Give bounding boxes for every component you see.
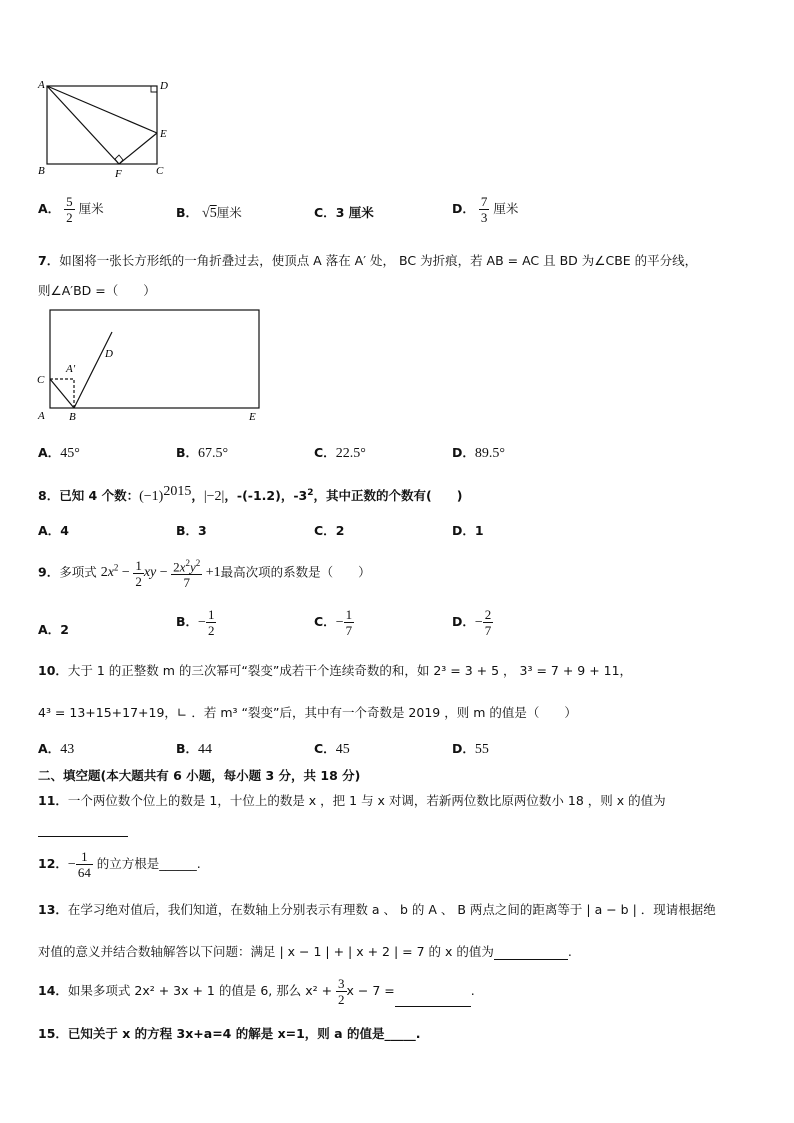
label-C: C [156,165,164,177]
label-C: C [37,374,45,386]
unit: 厘米 [78,201,104,216]
q8-option-b[interactable]: B．3 [176,523,207,538]
q10-line1: 10．大于 1 的正整数 m 的三次幂可“裂变”成若干个连续奇数的和，如 2³ = 3 + 5 ， 3³ = 7 + 9 + 11， [38,663,633,678]
q8-option-a[interactable]: A．4 [38,523,69,538]
unit: 厘米 [493,201,519,216]
q6-option-c[interactable] [314,203,374,221]
option-label: B． [176,205,199,220]
q11-stem: 11．一个两位数个位上的数是 1，十位上的数是 x ，把 1 与 x 对调，若新两位数比原两位数小 18 ，则 x 的值为 [38,793,666,808]
option-label: A． [38,201,61,216]
label-D: D [105,348,113,360]
q13-line2: 对值的意义并结合数轴解答以下问题：满足 | x − 1 | + | x + 2 | = 7 的 x 的值为 . [38,944,572,959]
q9-option-a[interactable]: A．2 [38,622,69,637]
q9-option-c[interactable]: C．− $\frac{1}{7}$ [314,607,353,638]
q8-option-c[interactable]: C．2 [314,523,345,538]
option-text: 3 厘米 [335,205,374,220]
q7-option-b[interactable]: B．67.5° [176,445,229,461]
label-F: F [115,168,122,180]
q6-option-b[interactable] [176,203,242,222]
q15-stem: 15．已知关于 x 的方程 3x+a=4 的解是 x=1，则 a 的值是_____. [38,1026,421,1041]
q10-option-b[interactable]: B．44 [176,741,213,757]
q8-option-d[interactable]: D．1 [452,523,484,538]
polynomial: $2x^2$ − $\frac{1}{2}$ xy − $\frac{2x^2y^2}{7}$ +1 [100,557,221,591]
q7-option-a[interactable]: A．45° [38,445,80,461]
q8-stem: 8．已知 4 个数：$(-1)^{2015}$，|−2|，-(-1.2)，$-3^2$，其中正数的个数有( ) [38,484,463,505]
q9-stem: 9．多项式 $2x^2$ − $\frac{1}{2}$ xy − $\frac{2x^2y^2}{7}$ +1最高次项的系数是（ ） [38,557,371,591]
q13-answer-blank[interactable] [494,946,568,960]
q7-line2: 则∠A′BD =（ ） [38,283,156,298]
q7-option-c[interactable]: C．22.5° [314,445,366,461]
label-E: E [160,128,167,140]
q13-line1: 13．在学习绝对值后，我们知道，在数轴上分别表示有理数 a 、 b 的 A 、 B 两点之间的距离等于 | a − b | ．现请根据绝 [38,902,716,917]
label-D: D [160,80,168,92]
q10-line2: 4³ = 13+15+17+19，∟ ．若 m³ “裂变”后，其中有一个奇数是 2019 ，则 m 的值是（ ） [38,705,577,720]
q9-option-d[interactable]: D．− $\frac{2}{7}$ [452,607,492,638]
sqrt-symbol: √5 [202,206,217,221]
section-title: 二、填空题(本大题共有 6 小题，每小题 3 分，共 18 分) [38,768,361,783]
label-E: E [249,411,256,423]
unit: 厘米 [216,205,242,220]
q6-option-d[interactable] [452,194,518,225]
q9-option-b[interactable]: B．− $\frac{1}{2}$ [176,607,215,638]
label-B: B [38,165,45,177]
label-A: A [38,79,45,91]
option-label: C． [314,205,336,220]
label-B: B [69,411,76,423]
q10-option-a[interactable]: A．43 [38,741,75,757]
q14-stem: 14．如果多项式 2x² + 3x + 1 的值是 6, 那么 x² + $\frac{3}{2}$ x − 7 = . [38,976,475,1007]
label-A-prime: A′ [66,363,76,375]
fraction: $\frac{5}{2}$ [66,194,73,225]
folded-rectangle-figure-q7 [32,305,268,427]
rectangle-figure-q6 [36,78,176,180]
q7-line1: 7．如图将一张长方形纸的一角折叠过去，使顶点 A 落在 A′ 处， BC 为折痕，若 AB = AC 且 BD 为∠CBE 的平分线， [38,253,698,268]
q10-option-c[interactable]: C．45 [314,741,350,757]
q6-option-a[interactable] [38,194,104,225]
q14-answer-blank[interactable] [395,993,471,1007]
q7-option-d[interactable]: D．89.5° [452,445,505,461]
q12-stem: 12．− $\frac{1}{64}$ 的立方根是______. [38,849,201,880]
q10-option-d[interactable]: D．55 [452,741,489,757]
fraction: $\frac{7}{3}$ [480,194,488,225]
option-label: D． [452,201,475,216]
label-A: A [38,410,45,422]
q11-answer-blank[interactable] [38,822,128,837]
